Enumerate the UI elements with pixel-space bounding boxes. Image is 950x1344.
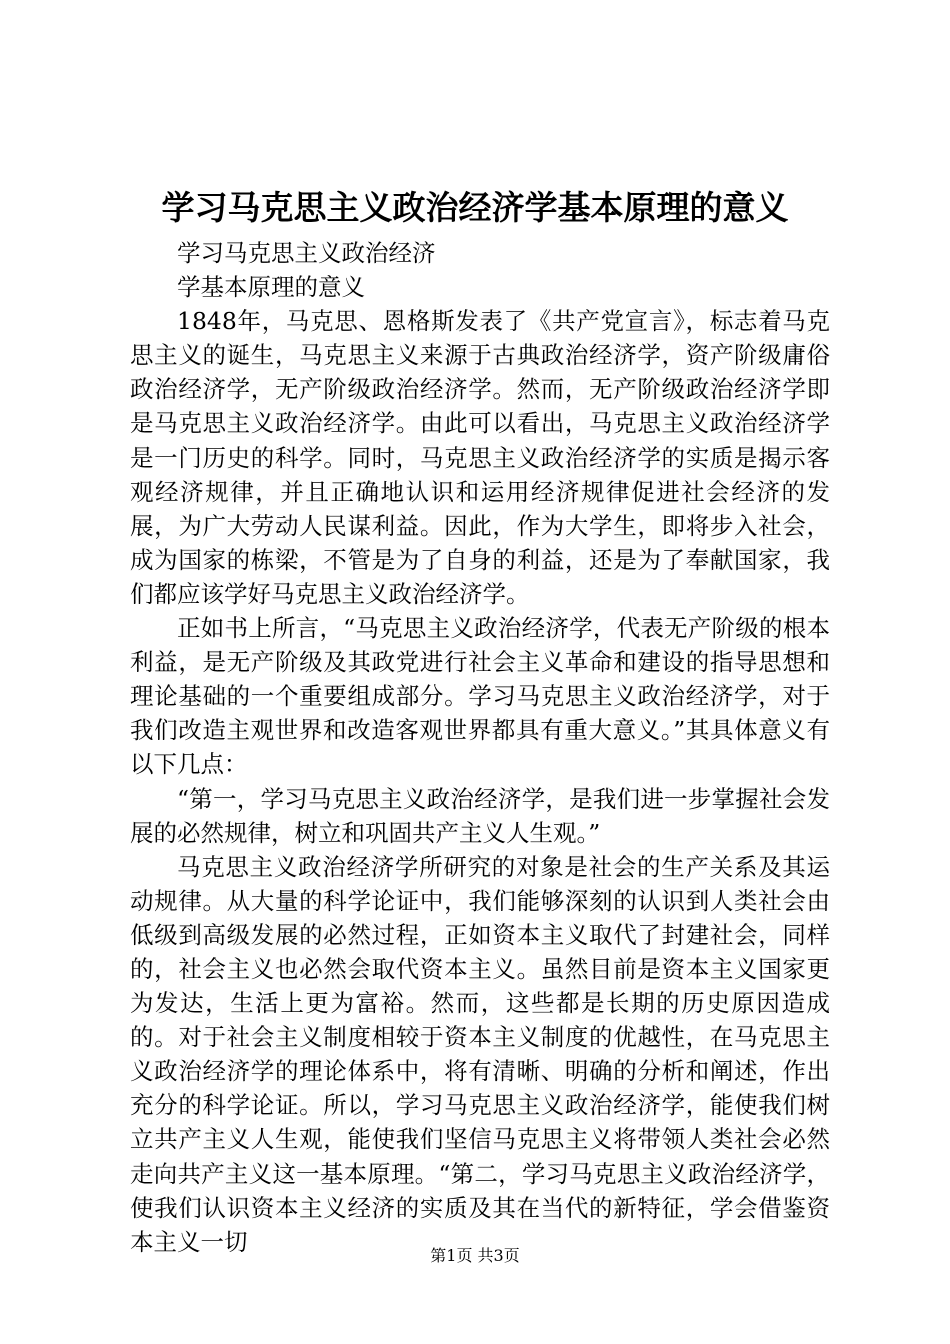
paragraph-4: 马克思主义政治经济学所研究的对象是社会的生产关系及其运动规律。从大量的科学论证中，我们能够深刻的认识到人类社会由低级到高级发展的必然过程，正如资本主义取代了封建社会，同样的，社会主义也必然会取代资本主义。虽然目前是资本主义国家更为发达，生活上更为富裕。然而，这些都是长期的历史原因造成的。对于社会主义制度相较于资本主义制度的优越性，在马克思主义政治经济学的理论体系中，将有清晰、明确的分析和阐述，作出充分的科学论证。所以，学习马克思主义政治经济学，能使我们树立共产主义人生观，能使我们坚信马克思主义将带领人类社会必然走向共产主义这一基本原理。“第二，学习马克思主义政治经济学，使我们认识资本主义经济的实质及其在当代的新特征，学会借鉴资本主义一切 <box>130 852 830 1256</box>
subtitle-line-2: 学基本原理的意义 <box>177 273 365 302</box>
document-title: 学习马克思主义政治经济学基本原理的意义 <box>161 188 789 227</box>
paragraph-1: 1848年，马克思、恩格斯发表了《共产党宣言》，标志着马克思主义的诞生，马克思主义来源于古典政治经济学，资产阶级庸俗政治经济学，无产阶级政治经济学。然而，无产阶级政治经济学即是马克思主义政治经济学。由此可以看出，马克思主义政治经济学是一门历史的科学。同时，马克思主义政治经济学的实质是揭示客观经济规律，并且正确地认识和运用经济规律促进社会经济的发展，为广大劳动人民谋利益。因此，作为大学生，即将步入社会，成为国家的栋梁，不管是为了自身的利益，还是为了奉献国家，我们都应该学好马克思主义政治经济学。 <box>130 307 830 608</box>
subtitle-line-1: 学习马克思主义政治经济 <box>177 239 436 267</box>
page-number-footer: 第1页 共3页 <box>430 1246 520 1265</box>
document-body <box>130 236 830 1259</box>
paragraph-2: 正如书上所言，“马克思主义政治经济学，代表无产阶级的根本利益，是无产阶级及其政党进行社会主义革命和建设的指导思想和理论基础的一个重要组成部分。学习马克思主义政治经济学，对于我们改造主观世界和改造客观世界都具有重大意义。”其具体意义有以下几点： <box>130 614 830 779</box>
paragraph-3: “第一，学习马克思主义政治经济学，是我们进一步掌握社会发展的必然规律，树立和巩固共产主义人生观。” <box>130 784 830 847</box>
